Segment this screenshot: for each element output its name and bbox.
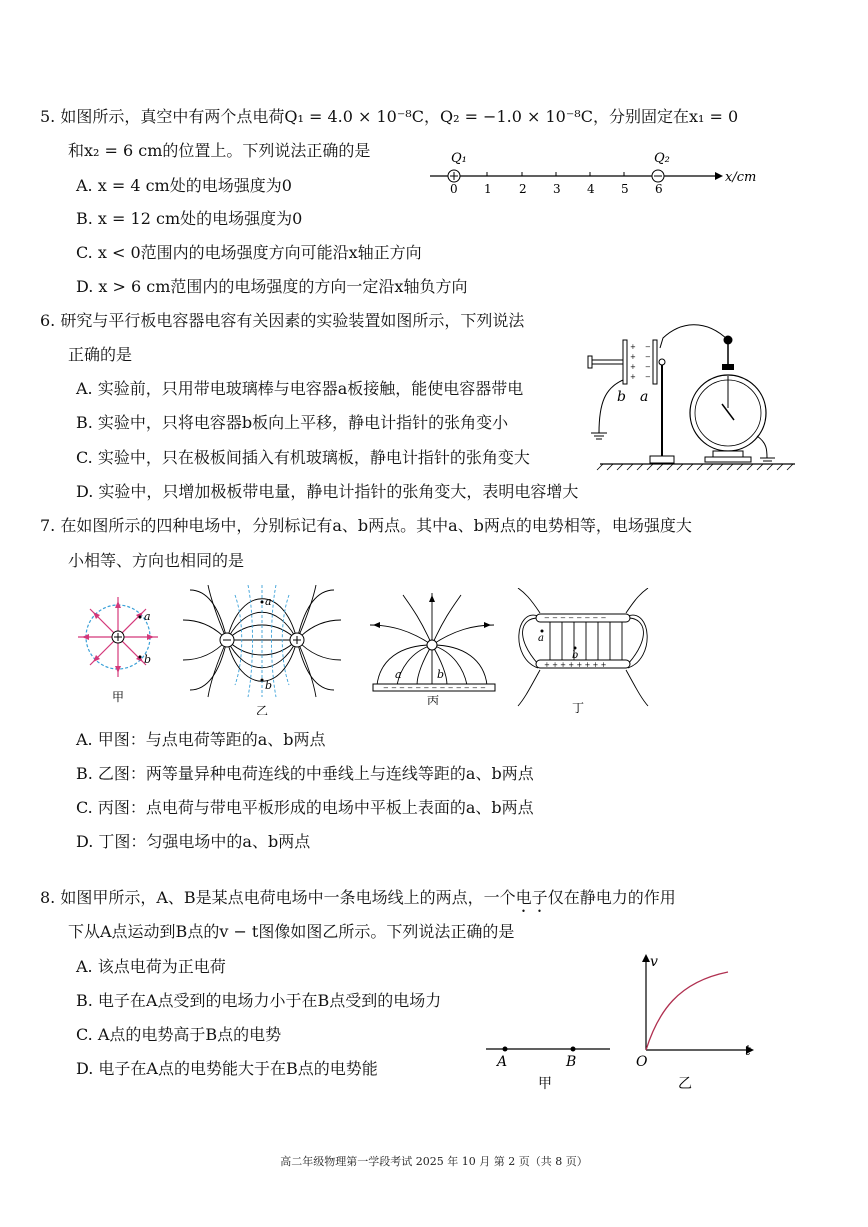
q7-fig-ding bbox=[510, 588, 658, 718]
svg-text:+ + + + + + + +: + + + + + + + + bbox=[544, 661, 607, 669]
bing-point-a: a bbox=[395, 668, 402, 681]
q7-option-c: C. 丙图：点电荷与带电平板形成的电场中平板上表面的a、b两点 bbox=[76, 798, 534, 817]
q5-option-d: D. x > 6 cm范围内的电场强度的方向一定沿x轴负方向 bbox=[76, 277, 468, 296]
q5-option-b: B. x = 12 cm处的电场强度为0 bbox=[76, 209, 303, 228]
tick-0: 0 bbox=[450, 182, 458, 195]
caption-jia: 甲 bbox=[538, 1076, 552, 1092]
q6-capacitor-figure bbox=[585, 318, 800, 478]
ding-point-a: a bbox=[538, 633, 544, 644]
ding-point-b: b bbox=[572, 650, 579, 661]
q6-option-b: B. 实验中，只将电容器b板向上平移，静电计指针的张角变小 bbox=[76, 413, 509, 432]
q8-stem-pre: 8. 如图甲所示，A、B是某点电荷电场中一条电场线上的两点，一个 bbox=[40, 888, 516, 907]
q7-stem-line1: 7. 在如图所示的四种电场中，分别标记有a、b两点。其中a、b两点的电势相等，电场强度大 bbox=[40, 516, 692, 535]
q5-axis-figure bbox=[425, 145, 760, 195]
q7-fig-yi bbox=[178, 585, 348, 715]
q8-stem-post: 仅在静电力的作用 bbox=[547, 888, 676, 907]
svg-text:− − − − − − − −: − − − − − − − − bbox=[544, 614, 607, 622]
v-t-curve bbox=[646, 972, 728, 1050]
q7-stem-line2: 小相等、方向也相同的是 bbox=[68, 551, 245, 570]
page-footer: 高二年级物理第一学段考试 2025 年 10 月 第 2 页（共 8 页） bbox=[280, 1155, 588, 1168]
q7-option-a: A. 甲图：与点电荷等距的a、b两点 bbox=[76, 730, 326, 749]
q8-fig-yi-vt-graph bbox=[628, 952, 758, 1097]
tick-4: 4 bbox=[587, 182, 595, 195]
q8-option-b: B. 电子在A点受到的电场力小于在B点受到的电场力 bbox=[76, 991, 442, 1010]
q6-option-a: A. 实验前，只用带电玻璃棒与电容器a板接触，能使电容器带电 bbox=[76, 379, 524, 398]
q6-option-c: C. 实验中，只在极板间插入有机玻璃板，静电计指针的张角变大 bbox=[76, 448, 530, 467]
svg-text:−: − bbox=[645, 353, 651, 361]
q5-ticks bbox=[487, 172, 624, 176]
tick-6: 6 bbox=[655, 182, 663, 195]
q1-label: Q₁ bbox=[451, 151, 467, 166]
point-A-dot bbox=[503, 1047, 508, 1052]
q8-option-a: A. 该点电荷为正电荷 bbox=[76, 957, 226, 976]
label-a: a bbox=[640, 389, 649, 405]
q5-stem-line2: 和x₂ = 6 cm的位置上。下列说法正确的是 bbox=[68, 141, 371, 160]
v-label: v bbox=[650, 954, 658, 970]
q7-fig-jia bbox=[70, 590, 170, 705]
plate-b bbox=[623, 340, 627, 384]
tick-5: 5 bbox=[621, 182, 629, 195]
svg-text:−: − bbox=[645, 373, 651, 381]
tick-2: 2 bbox=[519, 182, 527, 195]
q8-fig-jia bbox=[483, 1040, 613, 1095]
electrometer-knob-icon bbox=[724, 336, 733, 345]
point-charge-icon bbox=[427, 640, 437, 650]
plate-a bbox=[653, 340, 657, 384]
q2-label: Q₂ bbox=[654, 151, 670, 166]
label-A: A bbox=[497, 1054, 508, 1070]
svg-text:− − − − − − − − − − − − −: − − − − − − − − − − − − − bbox=[383, 684, 486, 692]
fig-label-bing: 丙 bbox=[427, 694, 440, 705]
axis-label: x/cm bbox=[725, 170, 757, 185]
tick-1: 1 bbox=[484, 182, 492, 195]
svg-text:+: + bbox=[630, 343, 636, 351]
jia-point-a: a bbox=[144, 610, 151, 623]
svg-text:+: + bbox=[630, 353, 636, 361]
q7-fig-bing bbox=[365, 590, 500, 705]
o-label: O bbox=[636, 1054, 648, 1070]
bing-point-b: b bbox=[437, 668, 445, 681]
q8-stem-line2: 下从A点运动到B点的v − t图像如图乙所示。下列说法正确的是 bbox=[68, 922, 515, 941]
q5-option-a: A. x = 4 cm处的电场强度为0 bbox=[76, 176, 292, 195]
svg-text:+: + bbox=[630, 373, 636, 381]
q6-stem-line2: 正确的是 bbox=[68, 345, 133, 364]
q5-stem-line1: 5. 如图所示，真空中有两个点电荷Q₁ = 4.0 × 10⁻⁸C，Q₂ = −1.0 × 10⁻⁸C，分别固定在x₁ = 0 bbox=[40, 107, 739, 126]
yi-point-b: b bbox=[265, 679, 273, 692]
point-B-dot bbox=[571, 1047, 576, 1052]
t-label: t bbox=[745, 1043, 751, 1059]
fig-label-yi: 乙 bbox=[256, 704, 269, 715]
q8-stem-emphasis: 电子 bbox=[515, 888, 548, 907]
caption-yi: 乙 bbox=[678, 1076, 692, 1092]
label-B: B bbox=[566, 1054, 577, 1070]
label-b: b bbox=[617, 389, 626, 405]
q6-option-d: D. 实验中，只增加极板带电量，静电计指针的张角变大，表明电容增大 bbox=[76, 482, 579, 501]
jia-point-b: b bbox=[144, 653, 152, 666]
fig-label-jia: 甲 bbox=[112, 690, 125, 704]
svg-text:+: + bbox=[630, 363, 636, 371]
q7-option-d: D. 丁图：匀强电场中的a、b两点 bbox=[76, 832, 311, 851]
fig-label-ding: 丁 bbox=[572, 701, 585, 715]
tick-3: 3 bbox=[553, 182, 561, 195]
q8-stem-line1 bbox=[40, 888, 676, 916]
q5-option-c: C. x < 0范围内的电场强度方向可能沿x轴正方向 bbox=[76, 243, 422, 262]
yi-point-a: a bbox=[265, 595, 272, 608]
svg-text:−: − bbox=[645, 363, 651, 371]
q6-stem-line1: 6. 研究与平行板电容器电容有关因素的实验装置如图所示，下列说法 bbox=[40, 311, 525, 330]
q8-option-c: C. A点的电势高于B点的电势 bbox=[76, 1025, 282, 1044]
q8-option-d: D. 电子在A点的电势能大于在B点的电势能 bbox=[76, 1059, 378, 1078]
q7-option-b: B. 乙图：两等量异种电荷连线的中垂线上与连线等距的a、b两点 bbox=[76, 764, 534, 783]
svg-text:−: − bbox=[645, 343, 651, 351]
